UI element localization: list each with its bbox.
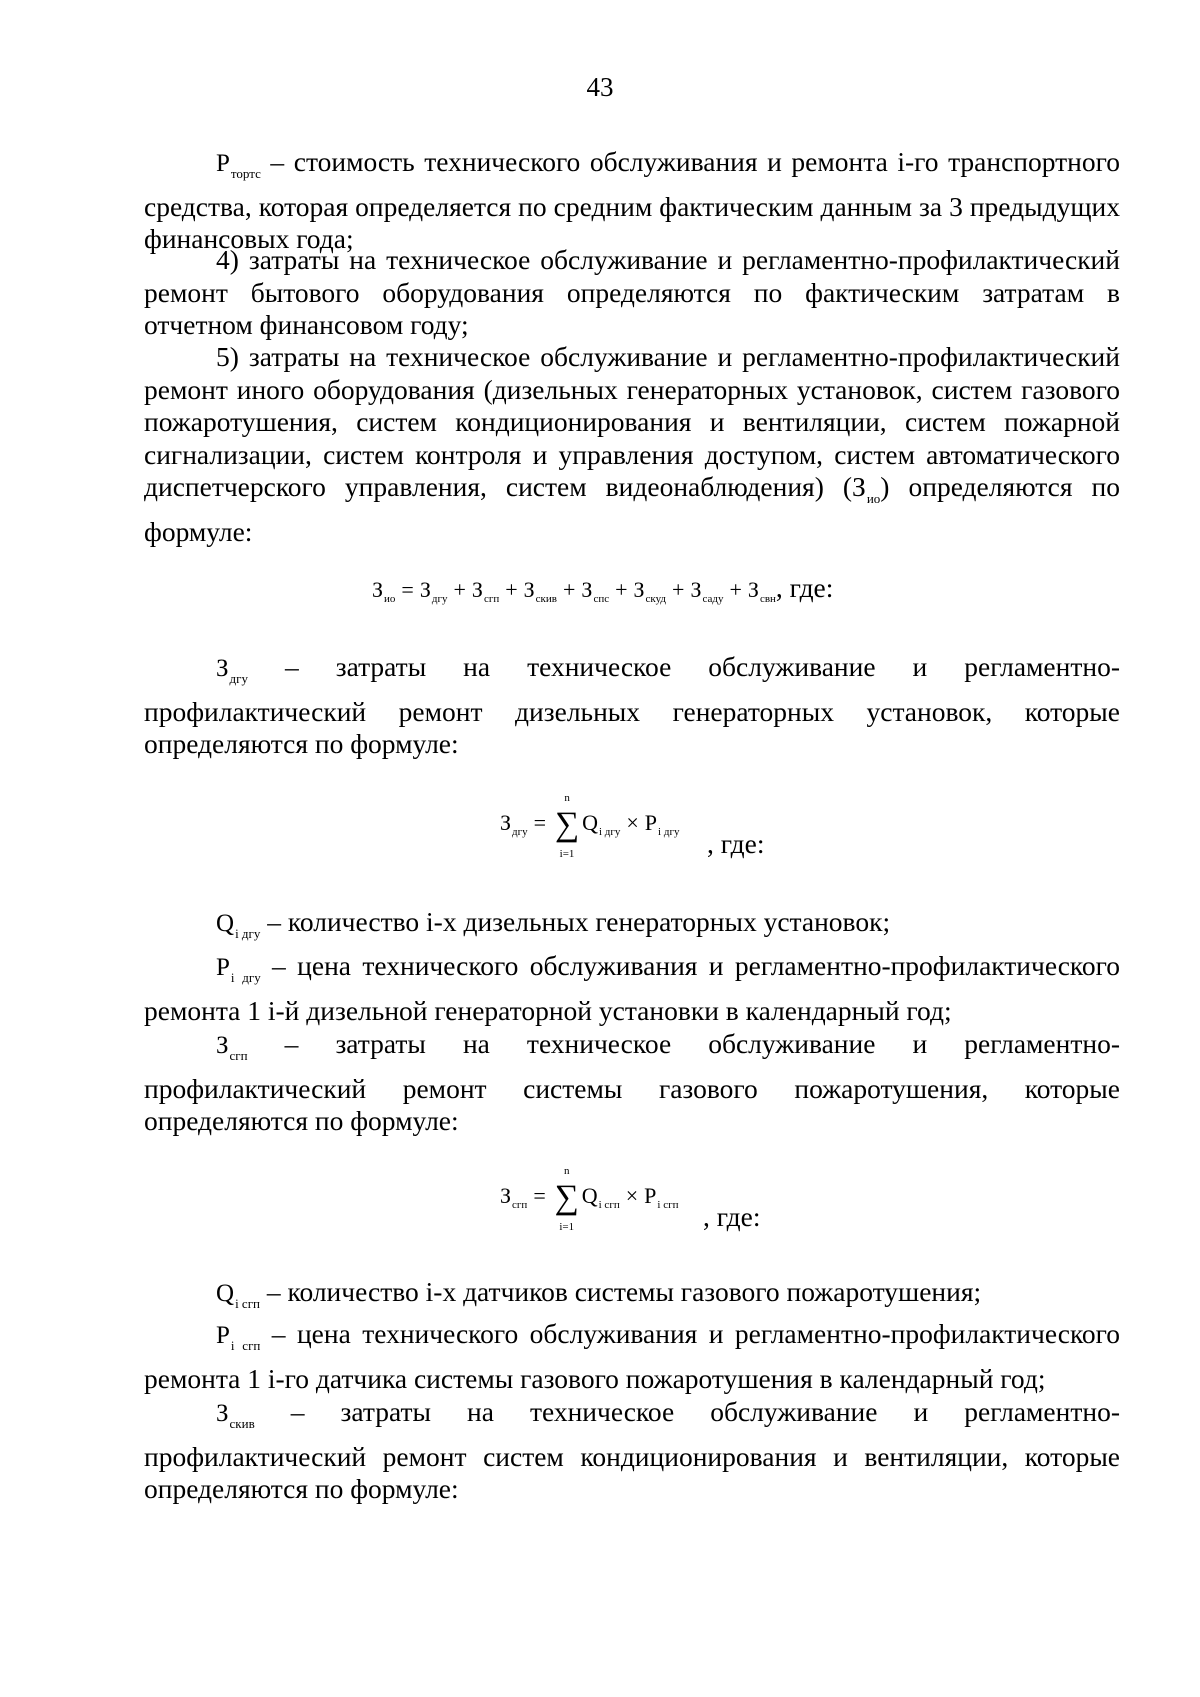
formula-term-subscript: свн xyxy=(759,593,776,605)
definition-q-dgu xyxy=(144,906,1120,951)
formula-term-subscript: дгу xyxy=(431,593,448,605)
definition-text: – количество i-х дизельных генераторных установок; xyxy=(260,906,891,937)
paragraph-tail: ) определяются по формуле: xyxy=(144,471,1120,547)
formula-term: З xyxy=(747,577,759,602)
formula-term-subscript: саду xyxy=(702,593,724,605)
definition-q-sgp xyxy=(144,1276,1120,1321)
times-sign: × xyxy=(625,1183,639,1209)
symbol: Q xyxy=(216,1280,235,1307)
definition-text: – затраты на техническое обслуживание и регламентно-профилактический ремонт системы газового пожаротушения, которые определяются по формуле: xyxy=(144,1028,1120,1136)
plus-sign: + xyxy=(453,577,466,602)
paragraph-item-4: 4) затраты на техническое обслуживание и регламентно-профилактический ремонт бытового оборудования определяются по фактическим затратам в отчетном финансовом году; xyxy=(144,244,1120,340)
formula-z-io xyxy=(372,572,833,605)
page-number: 43 xyxy=(586,72,614,102)
symbol: P xyxy=(216,1322,230,1349)
symbol: Q xyxy=(216,910,235,937)
summation-lower-limit: i=1 xyxy=(559,1221,575,1233)
formula-lhs: З xyxy=(372,577,384,602)
plus-sign: + xyxy=(505,577,518,602)
symbol: З xyxy=(216,1400,229,1427)
paragraph-text: 5) затраты на техническое обслуживание и регламентно-профилактический ремонт иного оборудования (дизельных генераторных установок, систем газового пожаротушения, систем кондиционирования и вентиляции, систем пожарной сигнализации, систем контроля и управления доступом, систем автоматического диспетчерского управления, систем видеонаблюдения) (З xyxy=(144,341,1120,502)
formula-suffix: , где: xyxy=(775,572,834,603)
formula-term: З xyxy=(581,577,593,602)
formula-lhs-subscript: ио xyxy=(384,593,396,605)
symbol: З xyxy=(216,655,229,682)
definition-text: – затраты на техническое обслуживание и регламентно-профилактический ремонт дизельных генераторных установок, которые определяются по формуле: xyxy=(144,651,1120,759)
formula-p: P xyxy=(644,1183,657,1209)
symbol-subscript: тортс xyxy=(230,166,261,181)
formula-term: З xyxy=(633,577,645,602)
formula-term-subscript: скуд xyxy=(645,593,667,605)
definition-z-dgu xyxy=(144,651,1120,761)
definition-text: – цена технического обслуживания и регламентно-профилактического ремонта 1 i-го датчика системы газового пожаротушения в календарный год; xyxy=(144,1318,1121,1394)
times-sign: × xyxy=(626,810,639,836)
formula-p: P xyxy=(644,810,658,836)
symbol-subscript: сгп xyxy=(229,1048,248,1063)
sigma-icon: ∑ xyxy=(554,806,580,843)
formula-q-subscript: i сгп xyxy=(598,1199,620,1212)
formula-lhs: З xyxy=(500,810,512,836)
sigma-icon: ∑ xyxy=(554,1179,579,1216)
formula-suffix: , где: xyxy=(703,1201,761,1232)
summation-upper-limit: n xyxy=(563,1165,570,1177)
formula-p-subscript: i сгп xyxy=(657,1199,679,1212)
formula-term: З xyxy=(419,577,431,602)
formula-q: Q xyxy=(581,1183,598,1209)
definition-z-skiv xyxy=(144,1396,1120,1506)
formula-term: З xyxy=(690,577,702,602)
definition-text: – цена технического обслуживания и регламентно-профилактического ремонта 1 i-й дизельной генераторной установки в календарный год; xyxy=(144,950,1120,1026)
formula-q: Q xyxy=(582,810,598,836)
plus-sign: + xyxy=(615,577,628,602)
plus-sign: + xyxy=(672,577,685,602)
plus-sign: + xyxy=(562,577,576,602)
definition-p-tortc xyxy=(144,146,1120,256)
paragraph-subscript: ио xyxy=(866,491,881,506)
symbol: P xyxy=(216,954,230,981)
definition-z-sgp xyxy=(144,1028,1120,1138)
paragraph-item-5 xyxy=(144,341,1120,548)
symbol-subscript: i сгп xyxy=(235,1296,260,1311)
formula-term: З xyxy=(471,577,483,602)
formula-p-subscript: i дгу xyxy=(658,826,680,839)
summation xyxy=(554,1165,580,1233)
definition-text: – стоимость технического обслуживания и ремонта i-го транспортного средства, которая определяется по средним фактическим данным за 3 предыдущих финансовых года; xyxy=(144,146,1120,254)
formula-suffix: , где: xyxy=(707,828,765,859)
equals-sign: = xyxy=(533,810,547,836)
symbol-subscript: дгу xyxy=(229,671,248,686)
summation-lower-limit: i=1 xyxy=(559,848,575,860)
formula-term-subscript: спс xyxy=(593,593,610,605)
symbol-subscript: скив xyxy=(229,1416,255,1431)
plus-sign: + xyxy=(729,577,742,602)
symbol: З xyxy=(216,1032,229,1059)
formula-term-subscript: скив xyxy=(535,593,557,605)
formula-lhs-subscript: дгу xyxy=(512,826,528,839)
definition-text: – затраты на техническое обслуживание и регламентно-профилактический ремонт систем кондиционирования и вентиляции, которые определяются по формуле: xyxy=(144,1396,1120,1504)
definition-p-sgp xyxy=(144,1318,1120,1395)
formula-lhs: З xyxy=(500,1183,512,1209)
equals-sign: = xyxy=(401,577,414,602)
equals-sign: = xyxy=(533,1183,546,1209)
summation xyxy=(554,792,580,860)
formula-term-subscript: сгп xyxy=(483,593,500,605)
formula-lhs-subscript: сгп xyxy=(512,1199,528,1212)
symbol-subscript: i сгп xyxy=(230,1338,261,1353)
symbol-subscript: i дгу xyxy=(235,926,261,941)
formula-z-sgp xyxy=(500,1165,679,1233)
formula-term: З xyxy=(523,577,535,602)
formula-z-dgu xyxy=(500,792,680,860)
definition-text: – количество i-х датчиков системы газового пожаротушения; xyxy=(259,1276,982,1307)
symbol-subscript: i дгу xyxy=(230,970,261,985)
summation-upper-limit: n xyxy=(564,792,570,804)
symbol: P xyxy=(216,150,230,177)
formula-q-subscript: i дгу xyxy=(598,826,621,839)
definition-p-dgu xyxy=(144,950,1120,1027)
